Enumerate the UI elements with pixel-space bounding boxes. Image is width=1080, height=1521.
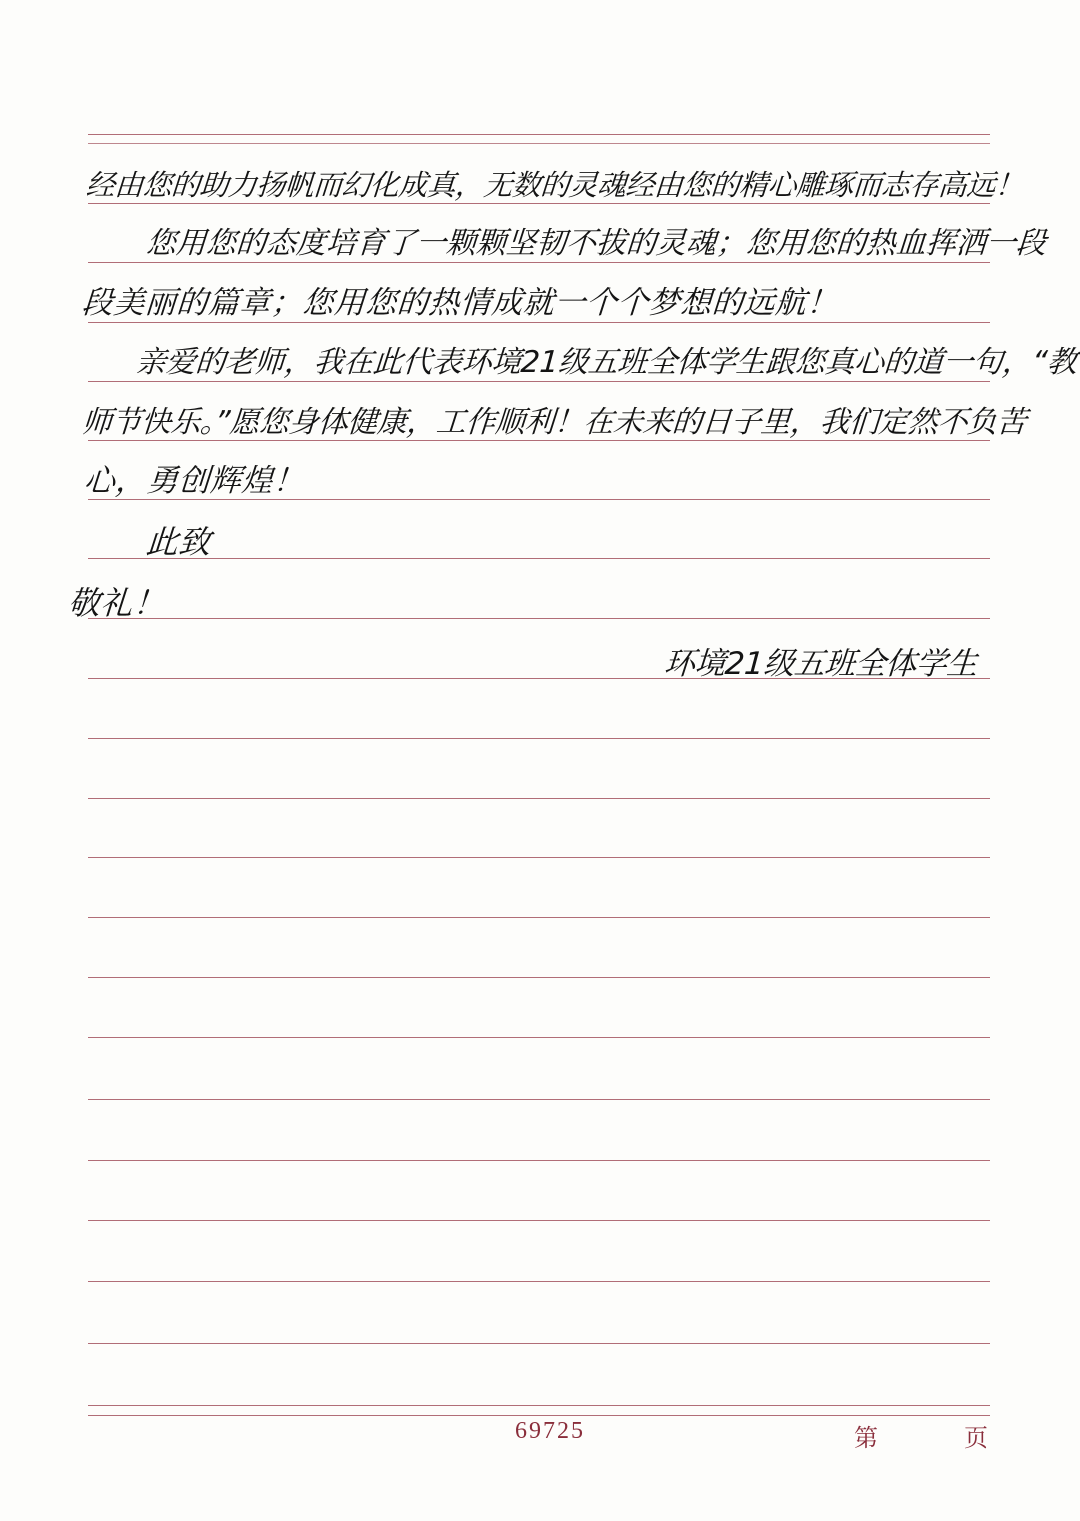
ruled-line [88, 1037, 990, 1038]
serial-number: 69725 [515, 1418, 585, 1444]
ruled-line [88, 738, 990, 739]
ruled-line [88, 1281, 990, 1282]
ruled-line [88, 1099, 990, 1100]
letter-line: 段美丽的篇章；您用您的热情成就一个个梦想的远航！ [80, 285, 840, 321]
ruled-line [88, 1343, 990, 1344]
letter-line: 亲爱的老师，我在此代表环境21级五班全体学生跟您真心的道一句，“教 [134, 345, 1078, 380]
ruled-line [88, 618, 990, 619]
signature: 环境21级五班全体学生 [662, 646, 979, 682]
ruled-line [88, 977, 990, 978]
ruled-line [88, 1220, 990, 1221]
page-prefix: 第 [854, 1426, 880, 1452]
ruled-line [88, 1415, 990, 1416]
ruled-line [88, 558, 990, 559]
ruled-line [88, 1160, 990, 1161]
closing-salutation: 此致 [144, 523, 213, 561]
page-suffix: 页 [964, 1426, 990, 1452]
ruled-line [88, 1405, 990, 1406]
ruled-line [88, 134, 990, 135]
ruled-line [88, 857, 990, 858]
ruled-line [88, 798, 990, 799]
ruled-line [88, 917, 990, 918]
letter-line: 师节快乐。”愿您身体健康，工作顺利！在未来的日子里，我们定然不负苦 [80, 405, 1028, 440]
letter-line: 您用您的态度培育了一颗颗坚韧不拔的灵魂；您用您的热血挥洒一段 [144, 226, 1048, 261]
letter-line: 经由您的助力扬帆而幻化成真，无数的灵魂经由您的精心雕琢而志存高远！ [84, 168, 1025, 202]
letter-line: 心，勇创辉煌！ [82, 463, 306, 499]
closing-regards: 敬礼！ [66, 584, 167, 622]
ruled-line [88, 143, 990, 144]
